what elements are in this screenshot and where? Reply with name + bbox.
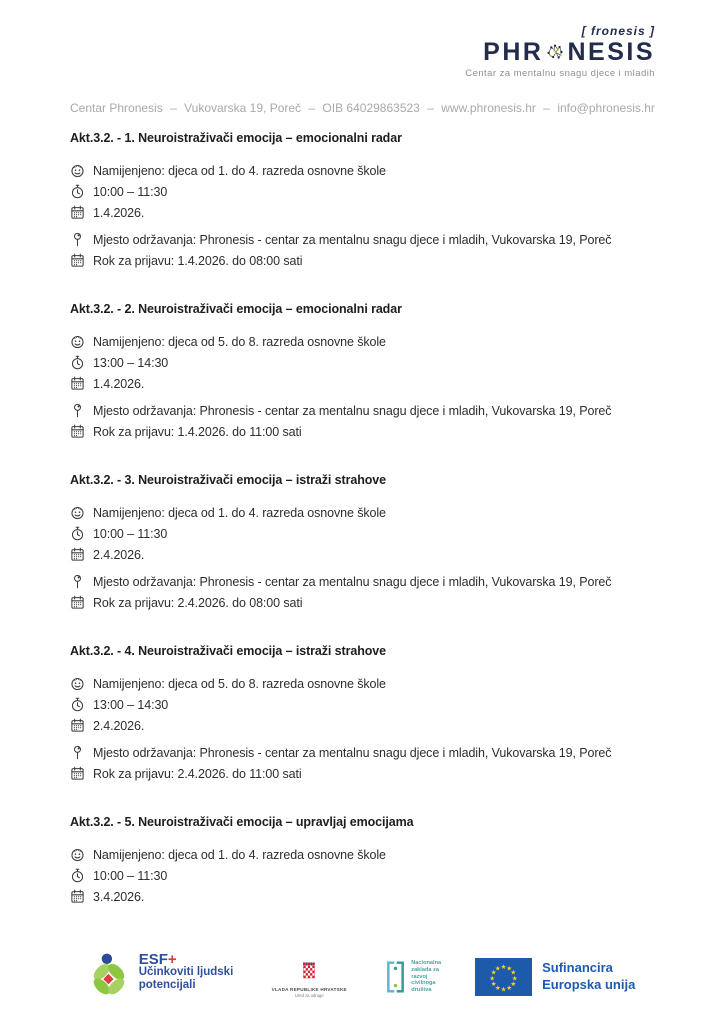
activity-audience-row	[70, 673, 666, 694]
contact-website-link[interactable]: www.phronesis.hr	[441, 101, 536, 115]
calendar-icon	[70, 253, 85, 268]
zaklada-line: društva	[411, 987, 432, 994]
activity-audience-row	[70, 502, 666, 523]
contact-separator: –	[308, 101, 316, 115]
activity-time-row	[70, 865, 666, 886]
svg-text:★: ★	[500, 963, 507, 971]
calendar-icon	[70, 547, 85, 562]
activity-title: Akt.3.2. - 2. Neuroistraživači emocija – emocionalni radar	[70, 302, 402, 316]
esf-flower-icon	[89, 951, 131, 1008]
esf-name: ESF+	[138, 951, 177, 968]
logo-tagline: [ fronesis ]	[581, 24, 655, 38]
eu-cofunding-logo	[475, 958, 635, 1001]
calendar-icon	[70, 205, 85, 220]
activity-date-row	[70, 715, 666, 736]
activity-block	[70, 644, 666, 784]
activity-date: 2.4.2026.	[93, 718, 145, 733]
nacionalna-zaklada-logo	[385, 959, 441, 1000]
activity-time-row	[70, 523, 666, 544]
funding-logos-footer	[0, 951, 724, 1008]
activity-date-row	[70, 373, 666, 394]
activity-audience: Namijenjeno: djeca od 1. do 4. razreda osnovne škole	[93, 163, 386, 178]
activity-deadline: Rok za prijavu: 1.4.2026. do 08:00 sati	[93, 253, 303, 268]
activity-date-row	[70, 202, 666, 223]
pin-icon	[70, 403, 85, 418]
activity-time-row	[70, 694, 666, 715]
pin-icon	[70, 745, 85, 760]
activity-time: 13:00 – 14:30	[93, 697, 169, 712]
child-face-icon	[70, 334, 85, 349]
activity-audience: Namijenjeno: djeca od 1. do 4. razreda osnovne škole	[93, 847, 386, 862]
svg-text:★: ★	[490, 979, 497, 988]
esf-logo	[89, 951, 234, 1008]
calendar-icon	[70, 718, 85, 733]
svg-text:★: ★	[511, 974, 518, 983]
vlada-line2: Ured za udruge	[294, 992, 324, 998]
zaklada-line: zaklada za	[411, 966, 439, 973]
activity-location-row	[70, 229, 666, 250]
activity-block	[70, 302, 666, 442]
activity-deadline: Rok za prijavu: 2.4.2026. do 08:00 sati	[93, 595, 303, 610]
svg-text:★: ★	[506, 984, 513, 992]
activity-deadline-row	[70, 250, 666, 271]
activity-time: 10:00 – 11:30	[93, 526, 168, 541]
contact-org: Centar Phronesis	[70, 101, 163, 115]
svg-text:★: ★	[500, 985, 507, 994]
calendar-icon	[70, 376, 85, 391]
vlada-line1: VLADA REPUBLIKE HRVATSKE	[271, 986, 347, 992]
activities-list	[70, 131, 666, 938]
contact-separator: –	[543, 101, 550, 115]
contact-oib: OIB 64029863523	[322, 101, 420, 115]
activity-audience-row	[70, 331, 666, 352]
esf-line1: Učinkoviti ljudski	[138, 966, 234, 978]
activity-time: 10:00 – 11:30	[93, 184, 168, 199]
activity-location: Mjesto održavanja: Phronesis - centar za mentalnu snagu djece i mladih, Vukovarska 19, Poreč	[93, 574, 612, 589]
esf-text	[139, 951, 234, 992]
contact-separator: –	[427, 101, 434, 115]
activity-audience-row	[70, 844, 666, 865]
svg-text:★: ★	[510, 979, 517, 988]
activity-audience: Namijenjeno: djeca od 5. do 8. razreda osnovne škole	[93, 334, 386, 349]
eu-text	[542, 958, 635, 993]
brackets-icon	[385, 959, 406, 1000]
pin-icon	[70, 232, 85, 247]
croatian-government-logo	[267, 962, 351, 998]
esf-line2: potencijali	[138, 979, 196, 991]
croatian-coat-of-arms-icon	[302, 962, 316, 984]
pin-icon	[70, 574, 85, 589]
contact-line	[70, 101, 655, 115]
child-face-icon	[70, 163, 85, 178]
svg-text:★: ★	[494, 964, 501, 973]
contact-email-link[interactable]: info@phronesis.hr	[557, 101, 655, 115]
logo-wordmark-right: NESIS	[567, 38, 655, 66]
esf-plus: +	[167, 951, 177, 968]
activity-block	[70, 131, 666, 271]
activity-location: Mjesto održavanja: Phronesis - centar za mentalnu snagu djece i mladih, Vukovarska 19, Poreč	[93, 232, 612, 247]
stopwatch-icon	[70, 526, 85, 541]
phronesis-logo	[465, 24, 655, 79]
activity-title: Akt.3.2. - 1. Neuroistraživači emocija – emocionalni radar	[70, 131, 402, 145]
activity-block	[70, 815, 666, 907]
activity-date: 2.4.2026.	[93, 547, 145, 562]
child-face-icon	[70, 505, 85, 520]
svg-text:★: ★	[490, 968, 497, 977]
zaklada-line: razvoj	[411, 973, 428, 980]
calendar-icon	[70, 766, 85, 781]
child-face-icon	[70, 676, 85, 691]
svg-text:★: ★	[510, 968, 517, 977]
activity-deadline-row	[70, 763, 666, 784]
stopwatch-icon	[70, 868, 85, 883]
activity-block	[70, 473, 666, 613]
contact-separator: –	[170, 101, 177, 115]
svg-text:★: ★	[506, 964, 513, 973]
activity-location-row	[70, 400, 666, 421]
logo-wordmark-left: PHR	[483, 38, 544, 66]
zaklada-line: Nacionalna	[411, 960, 442, 966]
activity-date: 1.4.2026.	[93, 376, 145, 391]
logo-wordmark	[465, 39, 655, 65]
stopwatch-icon	[70, 355, 85, 370]
activity-deadline: Rok za prijavu: 2.4.2026. do 11:00 sati	[93, 766, 302, 781]
activity-title: Akt.3.2. - 4. Neuroistraživači emocija – istraži strahove	[70, 644, 386, 658]
activity-date: 3.4.2026.	[93, 889, 145, 904]
stopwatch-icon	[70, 697, 85, 712]
activity-audience-row	[70, 160, 666, 181]
activity-location-row	[70, 571, 666, 592]
eu-flag-icon	[475, 958, 532, 1001]
activity-location: Mjesto održavanja: Phronesis - centar za mentalnu snagu djece i mladih, Vukovarska 19, Poreč	[93, 403, 612, 418]
activity-deadline: Rok za prijavu: 1.4.2026. do 11:00 sati	[93, 424, 302, 439]
activity-time-row	[70, 352, 666, 373]
activity-date-row	[70, 544, 666, 565]
activity-audience: Namijenjeno: djeca od 5. do 8. razreda osnovne škole	[93, 676, 386, 691]
activity-audience: Namijenjeno: djeca od 1. do 4. razreda osnovne škole	[93, 505, 386, 520]
activity-deadline-row	[70, 421, 666, 442]
activity-time: 13:00 – 14:30	[93, 355, 169, 370]
child-face-icon	[70, 847, 85, 862]
activity-time-row	[70, 181, 666, 202]
logo-subtitle: Centar za mentalnu snagu djece i mladih	[465, 68, 655, 79]
calendar-icon	[70, 424, 85, 439]
stopwatch-icon	[70, 184, 85, 199]
svg-text:★: ★	[494, 984, 501, 992]
calendar-icon	[70, 595, 85, 610]
activity-location: Mjesto održavanja: Phronesis - centar za mentalnu snagu djece i mladih, Vukovarska 19, Poreč	[93, 745, 612, 760]
activity-title: Akt.3.2. - 3. Neuroistraživači emocija – istraži strahove	[70, 473, 386, 487]
zaklada-line: civilnoga	[411, 980, 436, 987]
calendar-icon	[70, 889, 85, 904]
activity-date: 1.4.2026.	[93, 205, 145, 220]
svg-text:★: ★	[489, 974, 496, 983]
activity-title: Akt.3.2. - 5. Neuroistraživači emocija – upravljaj emocijama	[70, 815, 414, 829]
eu-line2: Europska unija	[542, 977, 636, 992]
zaklada-text	[411, 959, 441, 994]
eu-line1: Sufinancira	[542, 960, 613, 975]
activity-deadline-row	[70, 592, 666, 613]
activity-location-row	[70, 742, 666, 763]
activity-time: 10:00 – 11:30	[93, 868, 168, 883]
activity-date-row	[70, 886, 666, 907]
brain-network-icon	[544, 41, 566, 63]
contact-address: Vukovarska 19, Poreč	[184, 101, 302, 115]
